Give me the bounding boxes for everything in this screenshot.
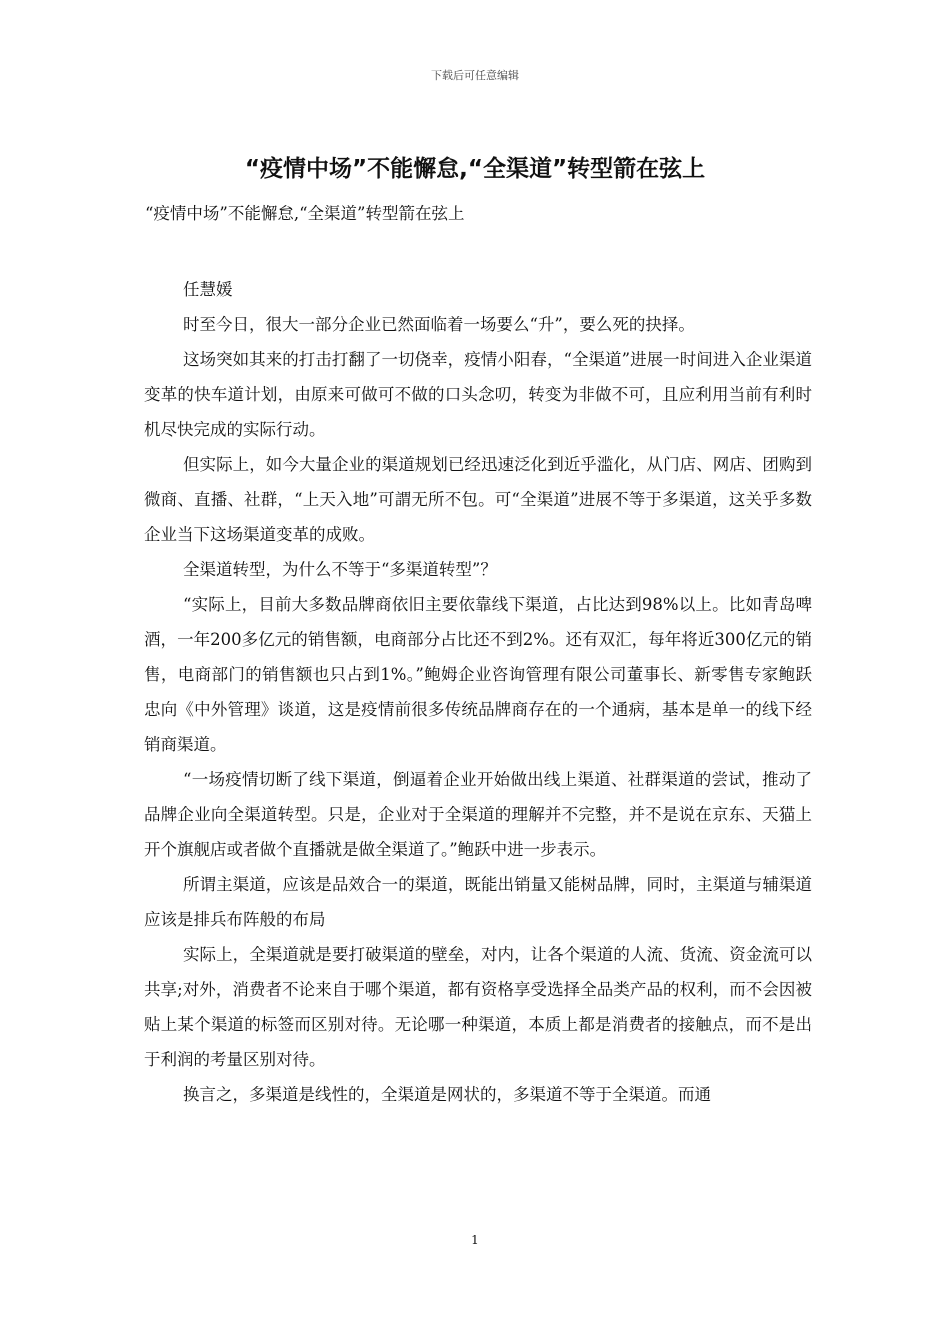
paragraph: “一场疫情切断了线下渠道，倒逼着企业开始做出线上渠道、社群渠道的尝试，推动了品牌企业向全渠道转型。只是，企业对于全渠道的理解并不完整，并不是说在京东、天猫上开个旗舰店或者做个直播就是做全渠道了。”鲍跃中进一步表示。 [144,770,812,859]
author-line: 任慧媛 [183,280,233,299]
header-note: 下载后可任意编辑 [431,69,519,82]
page-number: 1 [471,1233,479,1247]
document-body [144,272,812,1112]
paragraph: 换言之，多渠道是线性的，全渠道是网状的，多渠道不等于全渠道。而通 [183,1085,711,1104]
document-title: “疫情中场”不能懈怠,“全渠道”转型箭在弦上 [244,156,706,182]
paragraph: “实际上，目前大多数品牌商依旧主要依靠线下渠道，占比达到98%以上。比如青岛啤酒，一年200多亿元的销售额，电商部分占比还不到2%。还有双汇，每年将近300亿元的销售，电商部门的销售额也只占到1%。”鲍姆企业咨询管理有限公司董事长、新零售专家鲍跃忠向《中外管理》谈道，这是疫情前很多传统品牌商存在的一个通病，基本是单一的线下经销商渠道。 [144,595,812,754]
paragraph: 全渠道转型，为什么不等于“多渠道转型”？ [183,560,497,579]
paragraph: 但实际上，如今大量企业的渠道规划已经迅速泛化到近乎滥化，从门店、网店、团购到微商、直播、社群，“上天入地”可謂无所不包。可“全渠道”进展不等于多渠道，这关乎多数企业当下这场渠道变革的成败。 [144,455,812,544]
paragraph: 所谓主渠道，应该是品效合一的渠道，既能出销量又能树品牌，同时，主渠道与辅渠道应该是排兵布阵般的布局 [144,875,812,929]
document-subtitle: “疫情中场”不能懈怠,“全渠道”转型箭在弦上 [145,204,465,223]
paragraph: 这场突如其来的打击打翻了一切侥幸，疫情小阳春，“全渠道”进展一时间进入企业渠道变革的快车道计划，由原来可做可不做的口头念叨，转变为非做不可，且应利用当前有利时机尽快完成的实际行动。 [144,350,812,439]
paragraph: 时至今日，很大一部分企业已然面临着一场要么“升”，要么死的抉择。 [183,315,695,334]
paragraph: 实际上，全渠道就是要打破渠道的壁垒，对内，让各个渠道的人流、货流、资金流可以共享;对外，消费者不论来自于哪个渠道，都有资格享受选择全品类产品的权利，而不会因被贴上某个渠道的标签而区别对待。无论哪一种渠道，本质上都是消费者的接触点，而不是出于利润的考量区别对待。 [144,945,812,1069]
